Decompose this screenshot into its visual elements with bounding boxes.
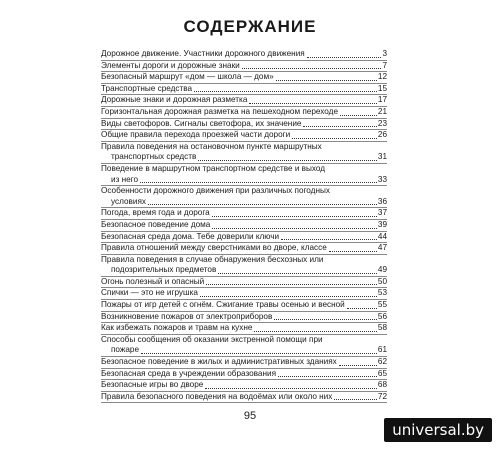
toc-entry-title-line: Правила отношений между сверстниками во дворе, классе [101,243,327,253]
dot-leader [347,308,377,309]
toc-entry-page: 65 [377,368,387,378]
toc-entry-title-line: Огонь полезный и опасный [101,276,205,286]
dot-leader [334,399,377,400]
toc-entry [101,107,387,119]
toc-entry-title-line: транспортных средств [111,152,197,162]
toc-entry [101,357,387,369]
toc-entry-title-line: условиях [111,196,146,206]
toc-entry-page: 56 [377,311,387,321]
toc-entry-title-line: Горизонтальная дорожная разметка на пешеходном переходе [101,106,338,116]
toc-entry [101,208,387,220]
toc-entry-title-line: Погода, время года и дорога [101,208,210,218]
toc-entry-page: 61 [377,345,387,355]
toc-entry-title-line: Способы сообщения об оказании экстренной помощи при [101,334,323,344]
toc-entry [101,335,387,357]
toc-entry [101,380,387,392]
toc-entry-page: 72 [377,391,387,401]
toc-entry [101,95,387,107]
toc-entry [101,243,387,255]
dot-leader [307,57,382,58]
toc-entry-title-line: Безопасная среда дома. Тебе доверили ключи [101,231,280,241]
toc-entry-page: 33 [377,174,387,184]
toc-entry-title-line: Спички — это не игрушка [101,288,198,298]
toc-entry-title-line: Пожары от игр детей с огнём. Сжигание травы осенью и весной [101,300,345,310]
dot-leader [292,138,377,139]
table-of-contents [101,49,387,403]
dot-leader [205,388,377,389]
toc-entry-title-line: Транспортные средства [101,83,193,93]
toc-entry [101,288,387,300]
dot-leader [276,80,377,81]
toc-entry-title-line: Безопасное поведение дома [101,219,211,229]
toc-entry-page: 31 [377,152,387,162]
dot-leader [254,331,376,332]
dot-leader [206,284,377,285]
dot-leader [329,251,377,252]
toc-entry-page: 55 [377,300,387,310]
dot-leader [278,376,377,377]
toc-entry [101,220,387,232]
dot-leader [212,216,377,217]
toc-entry-title-line: Правила безопасного поведения на водоёмах или около них [101,391,333,401]
toc-entry-title-line: Поведение в маршрутном транспортном средстве и выход [101,163,326,173]
toc-entry-page: 21 [377,106,387,116]
toc-entry [101,61,387,73]
toc-entry-title-line: Безопасный маршрут «дом — школа — дом» [101,72,274,82]
toc-entry [101,84,387,96]
toc-entry-page: 26 [377,130,387,140]
toc-entry-page: 68 [377,380,387,390]
dot-leader [274,319,377,320]
dot-leader [148,204,377,205]
toc-entry-page: 39 [377,219,387,229]
toc-entry-page: 36 [377,196,387,206]
dot-leader [303,126,376,127]
toc-entry-page: 37 [377,208,387,218]
toc-entry-page: 53 [377,288,387,298]
toc-entry [101,277,387,289]
toc-entry-title-line: Дорожные знаки и дорожная разметка [101,95,248,105]
toc-entry-title-line: Как избежать пожаров и травм на кухне [101,323,253,333]
dot-leader [249,103,377,104]
page-number: 95 [243,410,257,422]
toc-entry [101,255,387,277]
toc-entry-title-line: Безопасная среда в учреждении образования [101,368,277,378]
toc-entry-page: 7 [382,60,387,70]
toc-entry [101,119,387,131]
toc-entry-page: 50 [377,276,387,286]
toc-entry-title-line: Безопасные игры во дворе [101,380,204,390]
dot-leader [141,353,377,354]
dot-leader [212,228,377,229]
toc-entry-title-line: подозрительных предметов [111,265,217,275]
toc-entry-title-line: пожаре [111,345,140,355]
toc-entry [101,72,387,84]
toc-entry-title-line: Общие правила перехода проезжей части дороги [101,130,291,140]
dot-leader [218,273,377,274]
toc-entry-page: 58 [377,323,387,333]
dot-leader [140,182,377,183]
dot-leader [242,68,382,69]
dot-leader [198,160,377,161]
toc-entry [101,369,387,381]
dot-leader [194,91,377,92]
toc-entry [101,186,387,208]
toc-entry [101,142,387,164]
toc-entry-page: 3 [382,49,387,58]
toc-entry [101,323,387,335]
toc-entry-title-line: Особенности дорожного движения при различных погодных [101,186,330,196]
toc-entry-title-line: Возникновение пожаров от электроприборов [101,311,273,321]
page-title: СОДЕРЖАНИЕ [183,17,317,36]
toc-entry [101,312,387,324]
toc-entry-title-line: Правила поведения на остановочном пункте маршрутных [101,141,322,151]
toc-entry [101,232,387,244]
toc-entry-title-line: Элементы дороги и дорожные знаки [101,60,240,70]
toc-entry-title-line: Безопасное поведение в жилых и административных зданиях [101,357,337,367]
dot-leader [340,115,377,116]
toc-entry-page: 47 [377,243,387,253]
toc-entry [101,300,387,312]
toc-entry [101,392,387,404]
toc-entry-title-line: Дорожное движение. Участники дорожного движения [101,49,305,58]
toc-entry-title-line: Виды светофоров. Сигналы светофора, их значение [101,118,302,128]
toc-entry-page: 17 [377,95,387,105]
dot-leader [281,239,377,240]
toc-entry [101,130,387,142]
dot-leader [200,296,377,297]
toc-entry-page: 15 [377,83,387,93]
toc-entry-title-line: из него [111,174,139,184]
toc-entry-page: 44 [377,231,387,241]
toc-entry-page: 23 [377,118,387,128]
toc-entry-title-line: Правила поведения в случае обнаружения бесхозных или [101,254,324,264]
dot-leader [339,365,377,366]
toc-entry-page: 12 [377,72,387,82]
toc-entry-page: 49 [377,265,387,275]
toc-entry [101,164,387,186]
watermark-logo: universal.by [384,418,492,442]
toc-entry [101,49,387,61]
toc-entry-page: 62 [377,357,387,367]
